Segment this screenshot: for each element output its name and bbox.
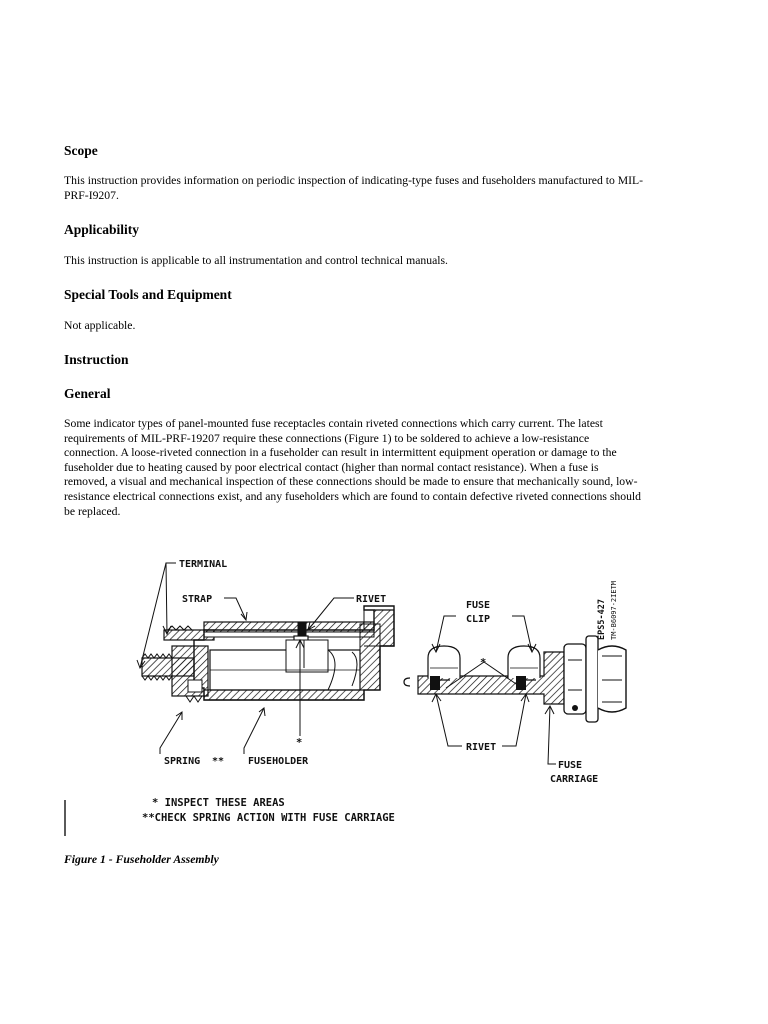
label-terminal: TERMINAL	[179, 559, 228, 570]
label-fuse-carriage-2: CARRIAGE	[550, 774, 599, 785]
label-fuse: FUSE	[466, 600, 491, 611]
general-text: Some indicator types of panel-mounted fuse receptacles contain riveted connections which carry current. The latest requirements of MIL-PRF-19207 require these connections (Figure 1) to be soldered to achieve a low-resistance connection. A loose-riveted connection in a fuseholder can result in intermittent equipment operation or damage to the fuseholder due to heating caused by poor electrical contact (higher than normal contact resistance). When a fuse is removed, a visual and mechanical inspection of these connections should be made to ensure that mechanically sound, low-resistance electrical connections exist, and any fuseholders which are found to contain defective riveted connections should be replaced.	[64, 417, 642, 518]
tools-text: Not applicable.	[64, 319, 136, 332]
fuseholder-cross-section	[142, 606, 394, 702]
figure-caption: Figure 1 - Fuseholder Assembly	[64, 853, 219, 866]
label-strap: STRAP	[182, 594, 213, 605]
figure-code-sub: TM-B6097-2IETM	[610, 580, 618, 640]
scope-heading: Scope	[64, 143, 98, 158]
label-clip: CLIP	[466, 614, 491, 625]
instruction-heading: Instruction	[64, 352, 129, 367]
label-spring: SPRING	[164, 756, 201, 767]
figure-note-inspect: * INSPECT THESE AREAS	[152, 797, 285, 809]
label-fuse-carriage-1: FUSE	[558, 760, 583, 771]
applicability-heading: Applicability	[64, 222, 140, 237]
applicability-text: This instruction is applicable to all instrumentation and control technical manuals.	[64, 254, 448, 267]
general-heading: General	[64, 386, 111, 401]
scope-text: This instruction provides information on periodic inspection of indicating-type fuses and fuseholders manufactured to MIL-PRF-I9207.	[64, 174, 644, 202]
label-fuseholder: FUSEHOLDER	[248, 756, 309, 767]
figure-note-spring: **CHECK SPRING ACTION WITH FUSE CARRIAGE	[142, 812, 395, 824]
figure-code-main: EPS5-427	[597, 599, 607, 640]
label-carriage-asterisk: *	[480, 657, 487, 669]
label-rivet: RIVET	[356, 594, 387, 605]
label-asterisk: *	[296, 737, 303, 749]
label-spring-mark: **	[212, 756, 225, 767]
tools-heading: Special Tools and Equipment	[64, 287, 232, 302]
fuseholder-assembly-diagram	[64, 540, 704, 840]
label-rivet-lower: RIVET	[466, 742, 497, 753]
